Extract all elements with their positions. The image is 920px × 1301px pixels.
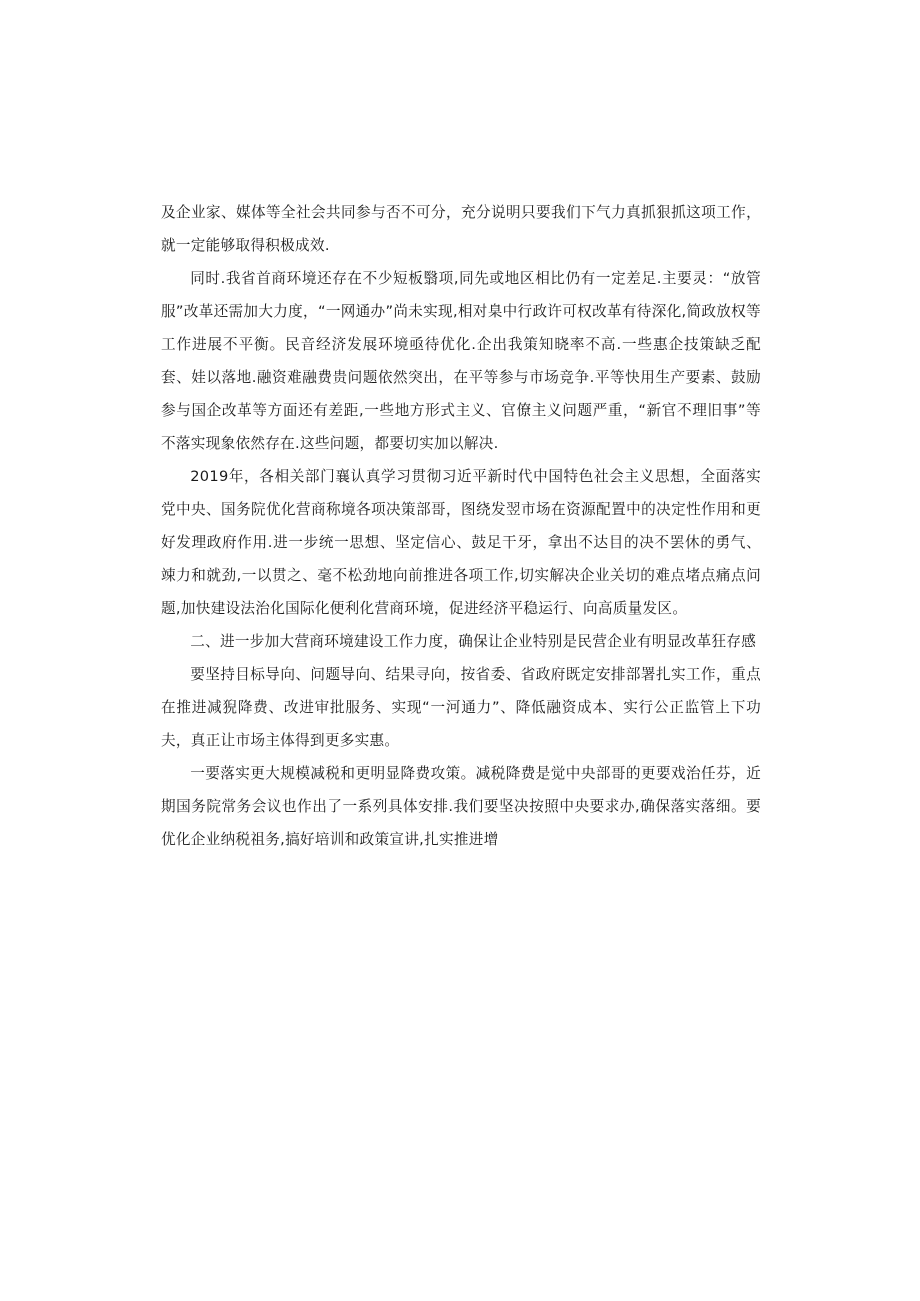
- paragraph-continuation: 及企业家、媒体等全社会共同参与否不可分，充分说明只要我们下气力真抓狠抓这项工作，就一定能够取得积极成效.: [161, 204, 761, 254]
- paragraph-2019-work-plan: 2019年，各相关部门襄认真学习贯彻习近平新时代中国特色社会主义思想，全面落实党中央、国务院优化营商称境各项决策部哥，图绕发翌市场在资源配置中的决定性作用和更好发理政府作用.进一步统一思想、坚定信心、鼓足干牙，拿出不达目的决不罢休的勇气、竦力和就劲,一以贯之、毫不松劲地向前推进各项工作,切实解决企业关切的难点堵点痛点问题,加快建设法治化国际化便利化营商环境，促进经济平稳运行、向高质量发区。: [161, 468, 761, 617]
- paragraph-business-environment-shortcomings: 同时.我省首商环境还存在不少短板翳项,同先或地区相比仍有一定差足.主要灵：“放管服”改革还需加大力度，“一网通办”尚未实现,相对臬中行政许可权改革有待深化,简政放权等工作进展不平衡。民音经济发展环境亟待优化.企出我策知晓率不高.一些惠企技策缺乏配套、娃以落地.融资难融费贵问题依然突出，在平等参与市场竞争.平等快用生产要素、鼓励参与国企改革等方面还有差距,一些地方形式主义、官僚主义问题严重，“新官不理旧事”等不落实现象依然存在.这些问题，都要切实加以解决.: [161, 270, 761, 452]
- paragraph-goal-orientation: 要坚持目标导向、问题导向、结果寻向，按省委、省政府既定安排部署扎实工作，重点在推进减猊降费、改进审批服务、实现“一河通力”、降低融资成本、实行公正监管上下功夫，真正让市场主体得到更多实惠。: [161, 666, 761, 749]
- document-body: [161, 196, 761, 856]
- paragraph-tax-reduction: 一要落实更大规模减税和更明显降费攻策。减税降费是觉中央部哥的更要戏治任芬，近期国务院常务会议也作出了一系列具体安排.我们要坚决按照中央要求办,确保落实落细。要优化企业纳税祖务,搞好培训和政策宣讲,扎实推进增: [161, 765, 761, 848]
- section-heading-two: 二、进一步加大营商环境建设工作力度，确保让企业特别是民营企业有明显改革狂存感: [190, 633, 757, 650]
